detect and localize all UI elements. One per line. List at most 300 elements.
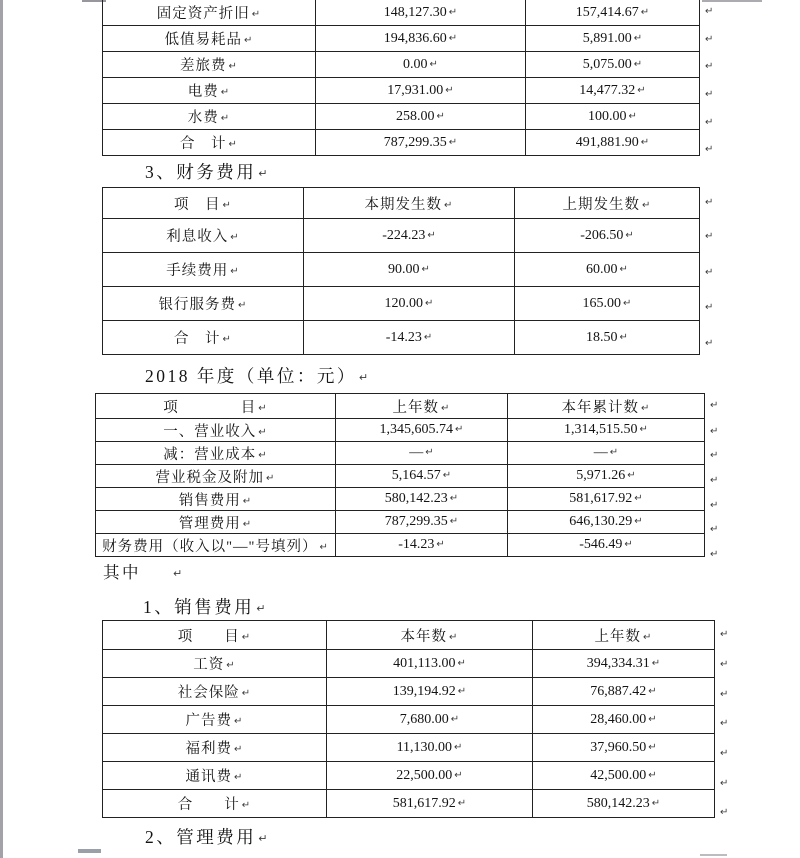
table-row [103,130,700,156]
paragraph-mark-icon: ↵ [710,450,719,462]
value-cell [526,0,700,26]
paragraph-mark-icon: ↵ [242,518,253,530]
heading-text: 3、财务费用 [145,162,257,182]
row-label-cell [103,287,304,321]
table-row [103,52,700,78]
cell-text: 258.00 [396,108,435,124]
paragraph-mark-icon: ↵ [634,493,643,504]
paragraph-mark-icon: ↵ [220,87,231,98]
paragraph-mark-icon: ↵ [639,424,648,435]
value-cell [526,78,700,104]
cell-text: — [593,445,608,460]
cell-text: 广告费 [185,713,233,729]
cell-text: -14.23 [385,329,422,345]
paragraph-mark-icon: ↵ [720,629,729,640]
table-header-row [103,188,700,219]
paragraph-mark-icon: ↵ [230,266,240,277]
value-cell [336,419,508,442]
value-cell [533,790,715,818]
value-cell [304,287,515,321]
paragraph-mark-icon: ↵ [705,266,714,278]
heading-finance-expense [145,160,270,187]
paragraph-mark-icon: ↵ [256,602,268,615]
cell-text: 上年数 [594,628,642,645]
row-label-cell [103,762,327,790]
row-label-cell [103,219,304,253]
paragraph-mark-icon: ↵ [705,6,714,18]
row-end-mark [710,494,718,519]
row-end-mark [720,651,728,681]
table-row [96,465,705,488]
cell-text: 42,500.00 [590,767,647,783]
admin-expense-continued-table [102,0,714,156]
cell-text: 5,891.00 [582,30,632,46]
paragraph-mark-icon: ↵ [457,797,467,809]
cell-text: 通讯费 [185,769,233,785]
table-row [103,219,700,253]
paragraph-mark-icon: ↵ [619,331,628,343]
income-statement-table [95,393,719,560]
value-cell [316,78,526,104]
paragraph-mark-icon: ↵ [634,516,643,527]
row-end-mark [705,82,713,110]
paragraph-mark-icon: ↵ [234,716,244,727]
cell-text: 上年数 [392,399,440,416]
row-end-mark [710,393,718,420]
header-cell [327,621,533,650]
paragraph-mark-icon: ↵ [705,89,714,101]
paragraph-mark-icon: ↵ [173,567,185,580]
cell-text: 28,460.00 [590,711,647,727]
paragraph-mark-icon: ↵ [226,660,236,671]
row-label-cell [103,253,304,287]
paragraph-mark-icon: ↵ [436,110,445,122]
value-cell [515,253,700,287]
paragraph-mark-icon: ↵ [648,713,657,725]
cell-text: 本年累计数 [561,399,640,416]
paragraph-mark-icon: ↵ [651,797,661,809]
cell-text: 787,299.35 [383,134,447,150]
cell-text: 18.50 [586,329,618,345]
cell-text: 项 目 [177,628,240,645]
table-row [96,488,705,511]
row-label-cell [103,650,327,678]
paragraph-mark-icon: ↵ [609,447,619,458]
table-row [96,419,705,442]
row-label-cell [96,534,336,557]
row-label-cell [103,0,316,26]
cell-text: 148,127.30 [383,4,447,20]
cell-text: 581,617.92 [392,795,456,811]
paragraph-mark-icon: ↵ [710,499,719,511]
paragraph-mark-icon: ↵ [624,539,633,550]
value-cell [336,465,508,488]
paragraph-mark-icon: ↵ [238,300,248,311]
cell-text: 低值易耗品 [164,32,243,48]
cell-text: 项 目 [163,399,257,416]
value-cell [533,762,715,790]
cell-text: 22,500.00 [396,767,453,783]
cell-text: 37,960.50 [590,739,647,755]
paragraph-mark-icon: ↵ [720,777,729,789]
row-label-cell [96,465,336,488]
table-row [103,0,700,26]
cell-text: 销售费用 [178,492,241,509]
paragraph-mark-icon: ↵ [258,449,268,461]
cell-text: -546.49 [579,537,623,552]
value-cell [526,104,700,130]
cell-text: 581,617.92 [569,491,633,506]
heading-admin-expense [145,825,270,852]
cell-text: 合 计 [180,136,227,152]
paragraph-mark-icon: ↵ [222,199,232,211]
table-row [103,321,700,355]
finance-expense-table [102,187,714,355]
cell-text: 一、营业收入 [163,423,257,440]
paragraph-mark-icon: ↵ [710,425,719,437]
paragraph-mark-icon: ↵ [720,659,729,671]
paragraph-mark-icon: ↵ [319,541,329,553]
table-row [96,534,705,557]
paragraph-mark-icon: ↵ [625,229,634,241]
value-cell [508,465,705,488]
table-row [103,253,700,287]
cell-text: 项 目 [174,196,221,213]
cell-text: 139,194.92 [392,683,456,699]
paragraph-mark-icon: ↵ [442,470,452,481]
cell-text: 165.00 [582,295,622,311]
cell-text: 1,345,605.74 [379,422,454,437]
value-cell [304,253,515,287]
page-left-edge [0,0,3,858]
cell-text: -224.23 [382,227,426,243]
paragraph-mark-icon: ↵ [228,139,238,150]
row-end-mark [705,0,713,27]
paragraph-mark-icon: ↵ [454,769,463,781]
row-label-cell [103,790,327,818]
paragraph-mark-icon: ↵ [449,493,459,504]
cell-text: 电费 [187,84,219,100]
value-cell [304,219,515,253]
header-cell [304,188,515,219]
paragraph-mark-icon: ↵ [648,769,657,781]
row-label-cell [96,419,336,442]
paragraph-mark-icon: ↵ [258,402,268,414]
row-end-mark [705,54,713,82]
paragraph-mark-icon: ↵ [425,297,434,309]
cell-text: 5,075.00 [582,56,632,72]
table-row [103,762,715,790]
value-cell [316,130,526,156]
paragraph-mark-icon: ↵ [457,657,466,669]
value-cell [327,790,533,818]
admin-expense-detail-continued [102,0,700,156]
row-end-mark [705,137,713,165]
header-cell [533,621,715,650]
value-cell [508,442,705,465]
row-end-mark [710,420,718,445]
paragraph-mark-icon: ↵ [623,297,632,309]
paragraph-mark-icon: ↵ [710,400,719,411]
row-end-mark [705,220,713,256]
row-end-mark [705,291,713,327]
paragraph-mark-icon: ↵ [445,84,454,96]
cell-text: 本期发生数 [364,196,443,213]
cell-text: 合 计 [177,797,240,813]
header-cell [103,621,327,650]
row-label-cell [96,488,336,511]
table-row [103,706,715,734]
row-end-mark [710,518,718,543]
table-row [96,511,705,534]
sales-expense-table [102,620,729,819]
paragraph-mark-icon: ↵ [241,800,252,811]
paragraph-mark-icon: ↵ [244,35,254,46]
paragraph-mark-icon: ↵ [705,338,714,350]
cell-text: 合 计 [174,331,221,347]
cell-text: 工资 [193,657,225,673]
row-label-cell [96,442,336,465]
value-cell [508,419,705,442]
paragraph-mark-icon: ↵ [234,772,244,783]
paragraph-mark-icon: ↵ [242,495,253,507]
paragraph-mark-icon: ↵ [637,84,646,96]
row-label-cell [96,511,336,534]
row-end-mark [720,620,728,651]
heading-text: 1、销售费用 [143,597,255,617]
paragraph-mark-icon: ↵ [642,199,652,211]
finance-expense-detail [102,187,700,355]
paragraph-mark-icon: ↵ [705,33,714,45]
cell-text: 787,299.35 [384,514,448,529]
paragraph-mark-icon: ↵ [633,32,643,44]
paragraph-mark-icon: ↵ [457,685,467,697]
paragraph-mark-icon: ↵ [640,6,650,18]
table-row [103,78,700,104]
paragraph-mark-icon: ↵ [423,331,433,343]
sales-expense-detail [102,620,715,818]
value-cell [533,650,715,678]
paragraph-mark-icon: ↵ [425,447,434,458]
paragraph-mark-icon: ↵ [258,426,268,438]
paragraph-mark-icon: ↵ [258,167,270,180]
paragraph-mark-icon: ↵ [648,741,657,753]
cell-text: -206.50 [580,227,624,243]
value-cell [533,734,715,762]
row-label-cell [103,321,304,355]
table-row [103,790,715,818]
table-row [103,678,715,706]
row-label-cell [103,78,316,104]
value-cell [316,104,526,130]
row-end-mark [705,256,713,292]
paragraph-mark-icon: ↵ [705,231,714,243]
value-cell [327,706,533,734]
heading-sales-expense [143,595,268,622]
cell-text: 90.00 [388,261,420,277]
value-cell [526,52,700,78]
paragraph-mark-icon: ↵ [266,472,276,484]
header-cell [515,188,700,219]
paragraph-mark-icon: ↵ [241,688,252,699]
value-cell [336,534,508,557]
table-header-row [96,394,705,419]
value-cell [515,321,700,355]
cell-text: — [409,445,424,460]
paragraph-mark-icon: ↵ [444,199,454,211]
cell-text: 11,130.00 [396,739,453,755]
cell-text: 491,881.90 [575,134,639,150]
row-end-mark [720,769,728,799]
cell-text: 646,130.29 [569,514,633,529]
paragraph-mark-icon: ↵ [448,6,458,18]
paragraph-mark-icon: ↵ [441,402,451,414]
paragraph-mark-icon: ↵ [358,371,371,384]
paragraph-mark-icon: ↵ [619,263,628,275]
cell-text: 580,142.23 [586,795,650,811]
paragraph-mark-icon: ↵ [234,744,244,755]
value-cell [327,734,533,762]
cell-text: 5,971.26 [576,468,626,483]
paragraph-mark-icon: ↵ [429,58,438,70]
paragraph-mark-icon: ↵ [705,144,714,156]
row-end-mark [720,710,728,740]
value-cell [316,0,526,26]
paragraph-mark-icon: ↵ [222,334,232,345]
paragraph-mark-icon: ↵ [449,516,459,527]
cell-text: 194,836.60 [383,30,447,46]
cell-text: 社会保险 [177,685,240,701]
paragraph-mark-icon: ↵ [436,539,445,550]
heading-text: 其中 [103,563,141,582]
paragraph-mark-icon: ↵ [720,688,729,700]
cell-text: 0.00 [403,56,428,72]
paragraph-mark-icon: ↵ [720,748,729,760]
header-cell [508,394,705,419]
paragraph-mark-icon: ↵ [651,657,661,669]
header-cell [96,394,336,419]
table-header-row [103,621,715,650]
paragraph-mark-icon: ↵ [705,197,714,208]
row-end-mark [720,799,728,829]
row-end-mark [710,469,718,494]
cell-text: 手续费用 [166,263,229,279]
value-cell [526,130,700,156]
paragraph-mark-icon: ↵ [448,32,458,44]
paragraph-mark-icon: ↵ [640,136,650,148]
cell-text: 上期发生数 [562,196,641,213]
cell-text: 100.00 [588,108,627,124]
paragraph-mark-icon: ↵ [251,9,262,20]
row-end-marks [720,620,728,829]
next-page-fragment-left [78,849,101,853]
value-cell [316,26,526,52]
row-label-cell [103,706,327,734]
cell-text: 1,314,515.50 [564,422,638,437]
row-label-cell [103,678,327,706]
value-cell [327,762,533,790]
value-cell [508,488,705,511]
value-cell [526,26,700,52]
row-end-marks [705,0,713,165]
value-cell [336,511,508,534]
row-label-cell [103,104,316,130]
cell-text: 14,477.32 [579,82,636,98]
cell-text: 401,113.00 [393,655,456,671]
paragraph-mark-icon: ↵ [241,631,252,643]
paragraph-mark-icon: ↵ [421,263,430,275]
row-end-mark [720,740,728,770]
paragraph-mark-icon: ↵ [449,631,459,643]
paragraph-mark-icon: ↵ [627,470,636,481]
cell-text: 394,334.31 [586,655,650,671]
table-row [103,650,715,678]
paragraph-mark-icon: ↵ [641,402,651,414]
paragraph-mark-icon: ↵ [230,232,240,243]
value-cell [533,706,715,734]
cell-text: 5,164.57 [391,468,441,483]
paragraph-mark-icon: ↵ [448,136,458,148]
row-label-cell [103,130,316,156]
cell-text: -14.23 [398,537,435,552]
cell-text: 利息收入 [166,229,229,245]
paragraph-mark-icon: ↵ [710,474,719,486]
cell-text: 17,931.00 [387,82,444,98]
paragraph-mark-icon: ↵ [220,113,231,124]
table-row [103,104,700,130]
value-cell [533,678,715,706]
row-label-cell [103,734,327,762]
row-label-cell [103,26,316,52]
cell-text: 财务费用（收入以"—"号填列） [102,538,318,555]
cell-text: 差旅费 [180,58,227,74]
row-end-mark [720,681,728,711]
table-row [103,734,715,762]
table-row [96,442,705,465]
cell-text: 76,887.42 [590,683,647,699]
value-cell [336,442,508,465]
table-row [103,287,700,321]
cell-text: 60.00 [586,261,618,277]
paragraph-mark-icon: ↵ [228,61,238,72]
header-cell [103,188,304,219]
cell-text: 157,414.67 [575,4,639,20]
cell-text: 固定资产折旧 [156,6,250,22]
paragraph-mark-icon: ↵ [705,302,714,314]
row-end-mark [705,109,713,137]
value-cell [316,52,526,78]
value-cell [515,287,700,321]
cell-text: 银行服务费 [158,297,237,313]
row-end-mark [705,327,713,363]
cell-text: 580,142.23 [384,491,448,506]
row-end-mark [705,187,713,220]
paragraph-mark-icon: ↵ [643,631,653,643]
value-cell [508,534,705,557]
paragraph-mark-icon: ↵ [450,713,460,725]
heading-text: 2018 年度（单位：元） [145,366,357,386]
heading-among-which [103,561,185,587]
paragraph-mark-icon: ↵ [258,832,270,845]
row-end-mark [710,543,718,568]
paragraph-mark-icon: ↵ [648,685,657,697]
next-page-fragment-right [700,854,727,856]
heading-text: 2、管理费用 [145,827,257,847]
paragraph-mark-icon: ↵ [455,424,464,435]
row-end-marks [710,393,718,568]
row-end-mark [705,27,713,55]
paragraph-mark-icon: ↵ [705,61,714,73]
